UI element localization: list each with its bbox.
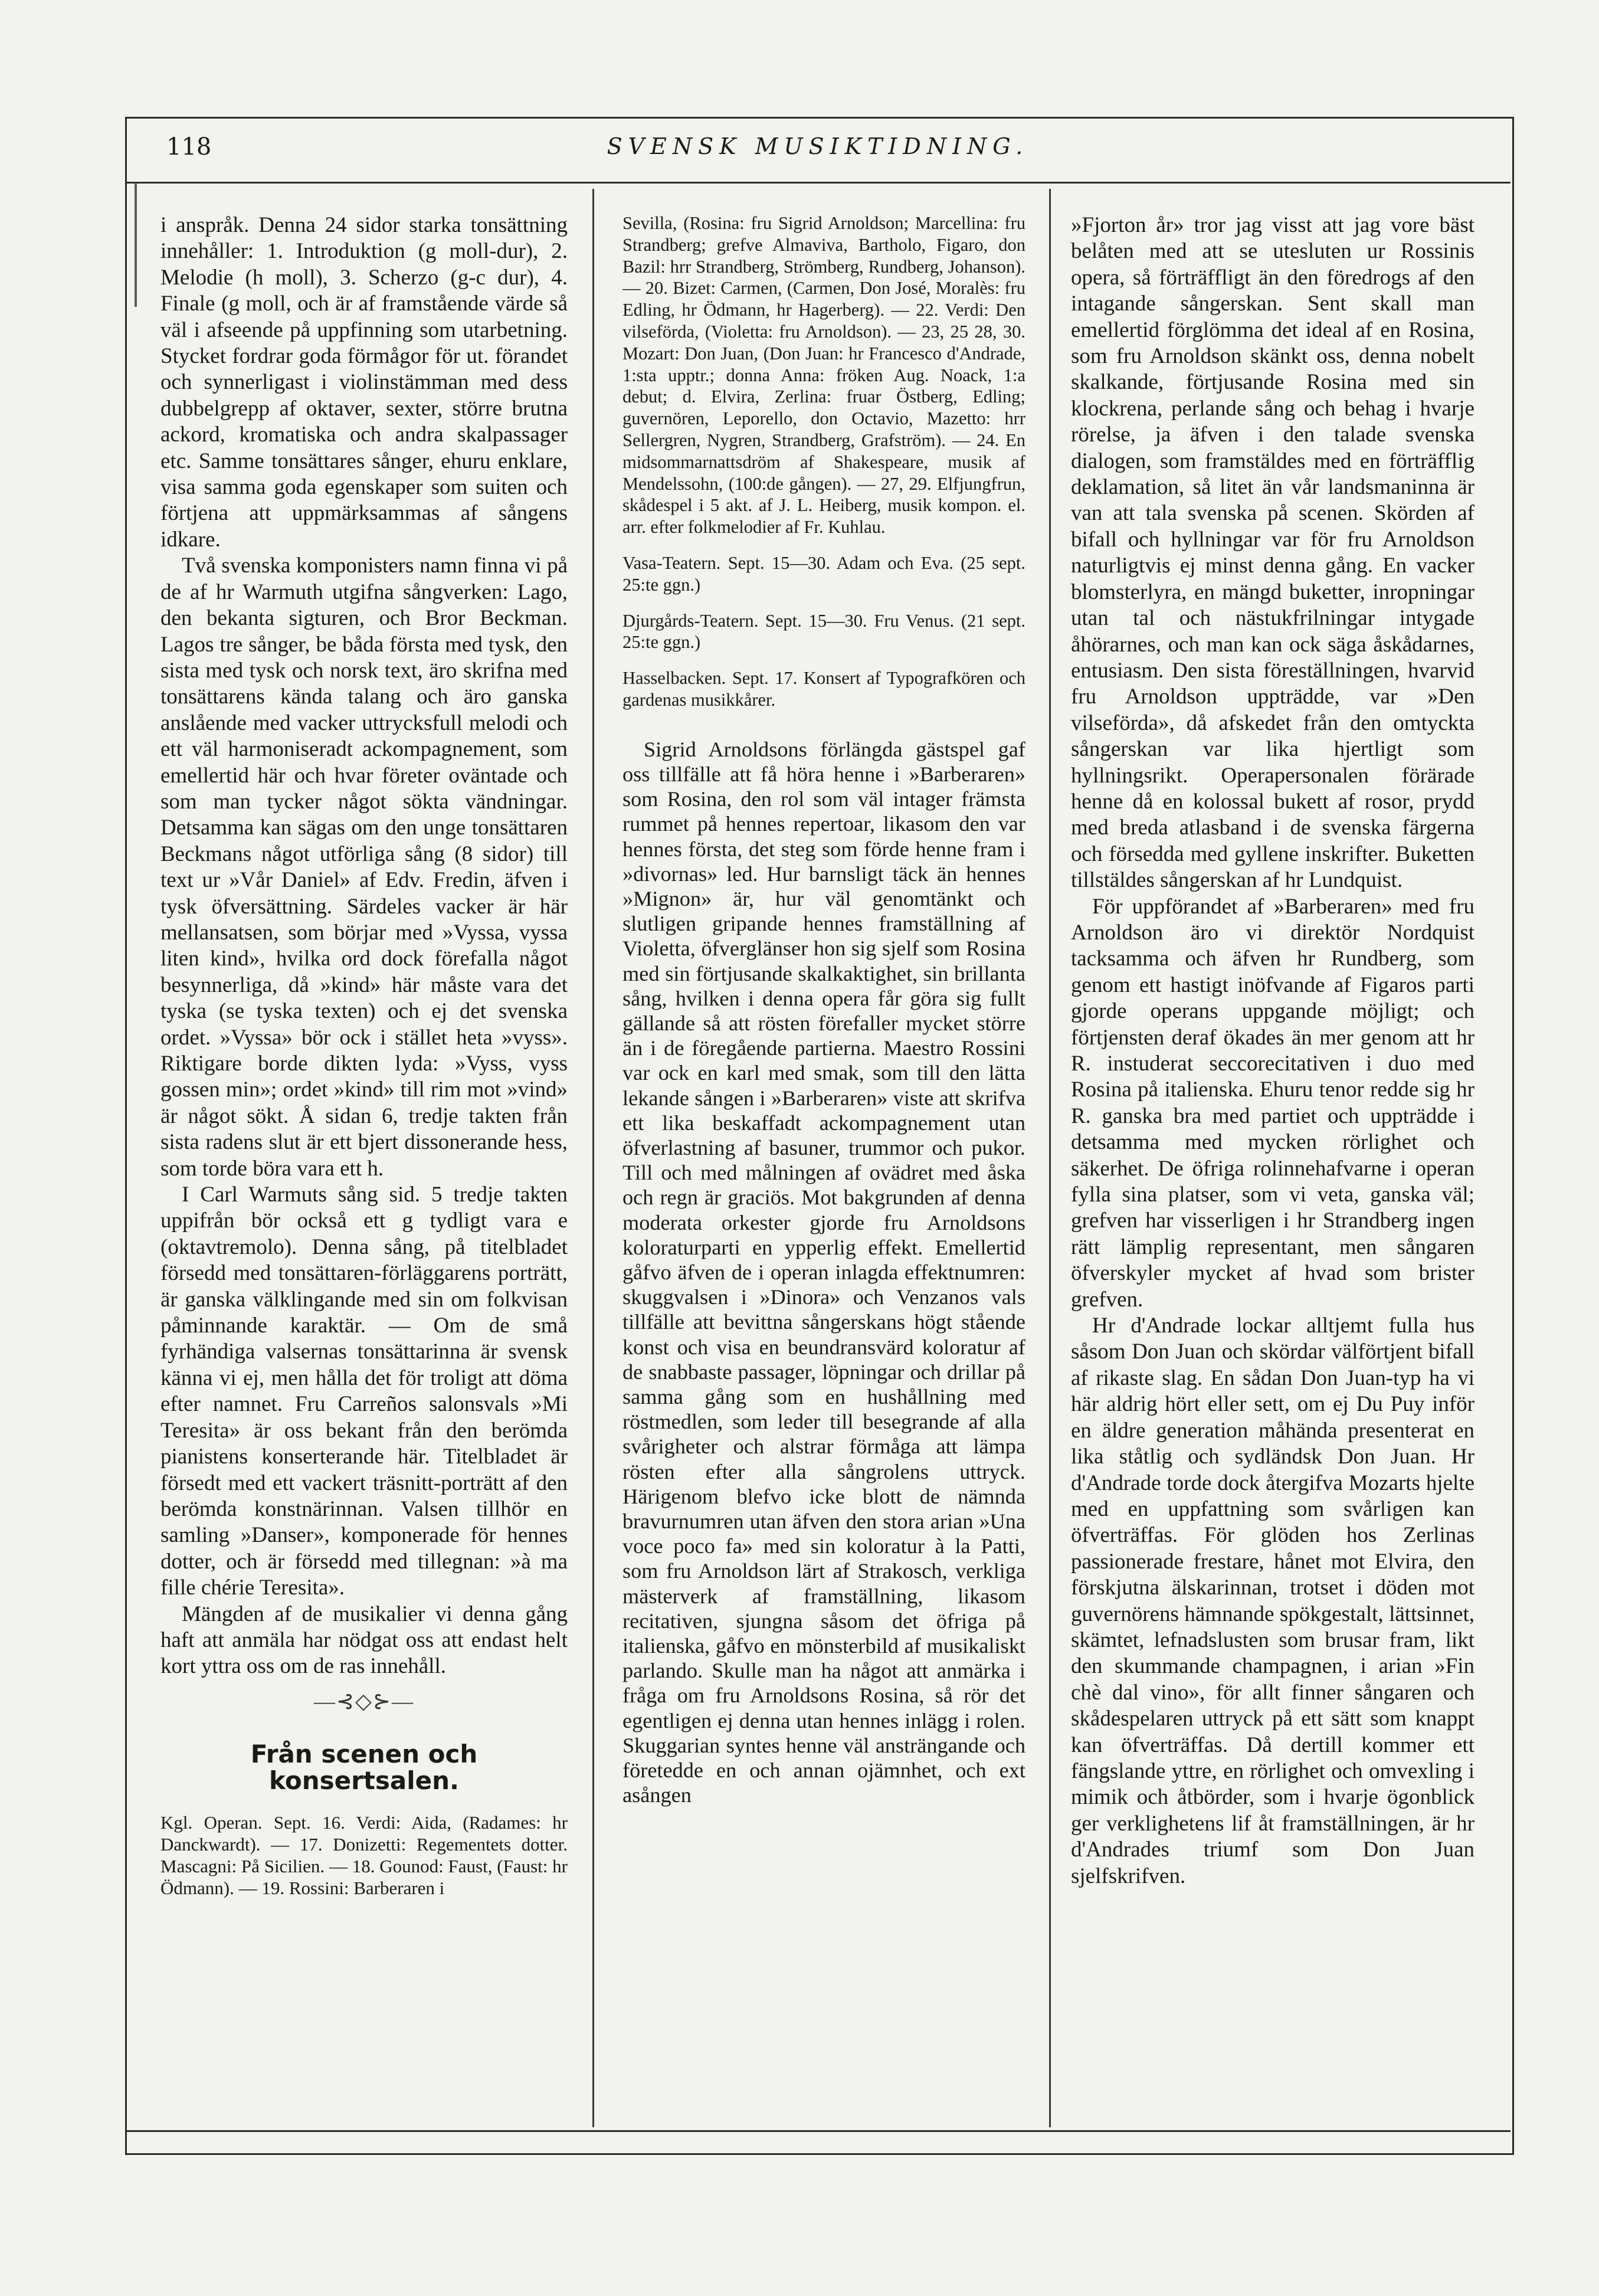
running-head: SVENSK MUSIKTIDNING. (607, 133, 1029, 159)
section-heading: Från scenen och konsertsalen. (250, 1740, 478, 1795)
paragraph: I Carl Warmuts sång sid. 5 tredje takten uppifrån bör också ett g tydligt vara e (oktavtremolo). Denna sång, på titelbladet försedd med tonsättaren-förläggarens porträtt, är ganska välklingande med sin om folkvisan påminnande karaktär. — Om de små fyrhändiga valsernas tonsättarinna är svensk känna vi ej, men hålla det för troligt att döma efter namnet. Fru Carreños salonsvals »Mi Teresita» är oss bekant från den berömda pianistens konserterande här. Titelbladet är försedt med ett vackert träsnitt-porträtt af den berömda konstnärinnan. Valsen tillhör en samling »Danser», komponerade för hennes dotter, och är försedd med tillegnan: »à ma fille chérie Teresita». (160, 1183, 568, 1600)
paragraph: För uppförandet af »Barberaren» med fru Arnoldson äro vi direktör Nordquist tacksamma och äfven hr Rundberg, som genom ett hastigt inöfvande af Figaros parti gjorde operans uppgande möjligt; och förtjensten deraf ökades än mer genom att hr R. instuderat seccorecitativen i duo med Rosina på italienska. Ehuru tenor redde sig hr R. ganska bra med partiet och uppträdde i detsamma med mycken rörlighet och säkerhet. De öfriga rolinnehafvarne i operan fylla sina platser, som vi veta, ganska väl; grefven har visserligen i hr Strandberg ingen rätt lämplig representant, men sångaren öfverskyler mycket af hvad som brister grefven. (1071, 894, 1475, 1312)
theatre-listing: Hasselbacken. Sept. 17. Konsert af Typografkören och gardenas musikkårer. (622, 668, 1025, 710)
column-2 (622, 212, 1025, 1807)
column-rule-right (1049, 189, 1051, 2127)
paragraph: Sigrid Arnoldsons förlängda gästspel gaf oss tillfälle att få höra henne i »Barberaren» som Rosina, den rol som väl intager främsta rummet på hennes repertoar, likasom den var hennes första, det steg som förde henne fram i »divornas» led. Hur barnsligt täck än hennes »Mignon» är, hur väl genomtänkt och slutligen gripande hennes framställning af Violetta, öfverglänser hon sig sjelf som Rosina med sin förtjusande skalkaktighet, sin brillanta sång, hvilken i denna opera får göra sig fullt gällande så att rösten förefaller mycket större än i de föregående partierna. Maestro Rossini var ock en karl med smak, som till den lätta lekande sången i »Barberaren» viste att skrifva ett lika beskaffadt ackompagnement utan öfverlastning af basuner, trummor och pukor. Till och med målningen af ovädret med åska och regn är graciös. Mot bakgrunden af denna moderata orkester gjorde fru Arnoldsons koloraturparti en ypperlig effekt. Emellertid gåfvo äfven de i operan inlagda effektnumren: skuggvalsen i »Dinora» och Venzanos vals tillfälle att bevittna sångerskans högt stående konst och visa en beundransvärd koloratur af de snabbaste passager, löpningar och drillar på samma gång som en hushållning med röstmedlen, som leder till besegrande af alla svårigheter och alstrar förmåga att lämpa rösten efter alla sångrolens uttryck. Härigenom blefvo icke blott de nämnda bravurnumren utan äfven den stora arian »Una voce poco fa» med sin koloratur à la Patti, som fru Arnoldson lärt af Strakosch, verkliga mästerverk af framställning, likasom recitativen, sjungna såsom det öfriga på italienska, gåfvo en mönsterbild af musikaliskt parlando. Skulle man ha något att anmärka i fråga om fru Arnoldsons Rosina, så rör det egentligen ej denna utan hennes inlägg i rolen. Skuggarian syntes henne väl ansträngande och företedde en och annan ojämnhet, och ext asången (622, 737, 1025, 1807)
section-ornament: —⊰◇⊱— (313, 1689, 414, 1713)
column-3 (1071, 212, 1475, 1889)
paragraph: Hr d'Andrade lockar alltjemt fulla hus såsom Don Juan och skördar välförtjent bifall af rikaste slag. En sådan Don Juan-typ ha vi här aldrig hört eller sett, om ej Du Puy inför en äldre generation måhända presenterat en lika ståtlig och sydländsk Don Juan. Hr d'Andrade torde dock återgifva Mozarts hjelte med en uppfattning som svårligen kan öfverträffas. För glöden hos Zerlinas passionerade frestare, hånet mot Elvira, den förskjutna älskarinnan, trotset i döden mot guvernörens hämnande spökgestalt, lättsinnet, skämtet, lefnadslusten som brusar fram, likt den skummande champagnen, i arian »Fin chè dal vino», för allt finner sångaren och skådespelaren uttryck på ett sätt som knappt kan öfverträffas. Då dertill kommer ett fängslande yttre, en rörlighet och omvexling i mimik och åtbörder, som i hvarje ögonblick ger verklighetens lif åt framställningen, är hr d'Andrades triumf som Don Juan sjelfskrifven. (1071, 1314, 1475, 1888)
margin-rule (135, 183, 137, 307)
theatre-listing: Sevilla, (Rosina: fru Sigrid Arnoldson; Marcellina: fru Strandberg; grefve Almaviva, Bartholo, Figaro, don Bazil: hrr Strandberg, Strömberg, Rundberg, Johanson). — 20. Bizet: Carmen, (Carmen, Don José, Moralès: fru Edling, hr Ödmann, hr Hagerberg). — 22. Verdi: Den vilseförda, (Violetta: fru Arnoldson). — 23, 25 28, 30. Mozart: Don Juan, (Don Juan: hr Francesco d'Andrade, 1:sta upptr.; donna Anna: fröken Aug. Noack, 1:a debut; d. Elvira, Zerlina: fruar Östberg, Edling; guvernören, Leporello, don Octavio, Mazetto: hrr Sellergren, Nygren, Strandberg, Grafström). — 24. En midsommarnattsdröm af Shakespeare, musik af Mendelssohn, (100:de gången). — 27, 29. Elfjungfrun, skådespel i 5 akt. af J. L. Heiberg, musik kompon. el. arr. efter folkmelodier af Fr. Kuhlau. (622, 213, 1025, 538)
paragraph: i anspråk. Denna 24 sidor starka tonsättning innehåller: 1. Introduktion (g moll-dur), 2. Melodie (h moll), 3. Scherzo (g-c dur), 4. Finale (g moll, och är af framstående värde så väl i afseende på uppfinning som utarbetning. Stycket fordrar goda förmågor för ut. förandet och synnerligast i violinstämman med dess dubbelgrepp af oktaver, sexter, större brutna ackord, kromatiska och andra skalpassager etc. Samme tonsättares sånger, ehuru enklare, visa samma goda egenskaper som suiten och förtjena att uppmärksammas af sångens idkare. (160, 213, 568, 552)
page-header (125, 117, 1510, 184)
bottom-rule (125, 2130, 1510, 2132)
theatre-listing: Kgl. Operan. Sept. 16. Verdi: Aida, (Radames: hr Danckwardt). — 17. Donizetti: Regementets dotter. Mascagni: På Sicilien. — 18. Gounod: Faust, (Faust: hr Ödmann). — 19. Rossini: Barberaren i (160, 1812, 568, 1898)
paragraph: »Fjorton år» tror jag visst att jag vore bäst belåten med att se utesluten ur Rossinis opera, så förträffligt än den föredrogs af den intagande sångerskan. Sent skall man emellertid förglömma det ideal af en Rosina, som fru Arnoldson skänkt oss, denna nobelt skalkande, förtjusande Rosina med sin klockrena, perlande sång och behag i hvarje rörelse, ja äfven i den talade svenska dialogen, som framstäldes med en förträfflig deklamation, så litet än vår landsmaninna är van att tala svenska på scenen. Skörden af bifall och hyllningar var för fru Arnoldson naturligtvis ej minst denna gång. En vacker blomsterlyra, en mängd buketter, inropningar utan tal och nästukfrilningar intygade åhörarnes, och man kan ock säga åskådarnes, entusiasm. Den sista föreställningen, hvarvid fru Arnoldson uppträdde, var »Den vilseförda», då afskedet från den omtyckta sångerskan var lika hjertligt som hyllningsrikt. Operapersonalen förärade henne då en kolossal bukett af rosor, prydd med breda atlasband i de svenska färgerna och försedda med gyllene inskrifter. Buketten tillstäldes sångerskan af hr Lundquist. (1071, 213, 1475, 893)
paragraph: Två svenska komponisters namn finna vi på de af hr Warmuth utgifna sångverken: Lago, den bekanta sigturen, och Bror Beckman. Lagos tre sånger, be båda första med tysk, den sista med tysk och norsk text, äro skrifna med tonsättarens kända talang och äro ganska anslående med vacker uttrycksfull melodi och ett väl harmoniseradt ackompagnement, som emellertid här och hvar företer oväntade och som man tycker något sökta vändningar. Detsamma kan sägas om den unge tonsättaren Beckmans något utförliga sång (8 sidor) till text ur »Vår Daniel» af Edv. Fredin, äfven i tysk öfversättning. Särdeles vacker är här mellansatsen, som börjar med »Vyssa, vyssa liten kind», hvilka ord dock förefalla något besynnerliga, då »kind» här måste vara det tyska (se tyska texten) och ej det svenska ordet. »Vyssa» bör ock i stället heta »vyss». Riktigare borde dikten lyda: »Vyss, vyss gossen min»; ordet »kind» till rim mot »vind» är något sökt. Å sidan 6, tredje takten från sista radens slut är ett bjert dissonerande hess, som torde böra vara ett h. (160, 553, 568, 1181)
theatre-listing: Djurgårds-Teatern. Sept. 15—30. Fru Venus. (21 sept. 25:te ggn.) (622, 610, 1025, 653)
column-rule-left (592, 189, 594, 2127)
theatre-listing: Vasa-Teatern. Sept. 15—30. Adam och Eva. (25 sept. 25:te ggn.) (622, 552, 1025, 595)
page-number: 118 (166, 133, 212, 161)
paragraph: Mängden af de musikalier vi denna gång haft att anmäla har nödgat oss att endast helt kort yttra oss om de ras innehåll. (160, 1601, 568, 1679)
column-1 (160, 212, 568, 1899)
